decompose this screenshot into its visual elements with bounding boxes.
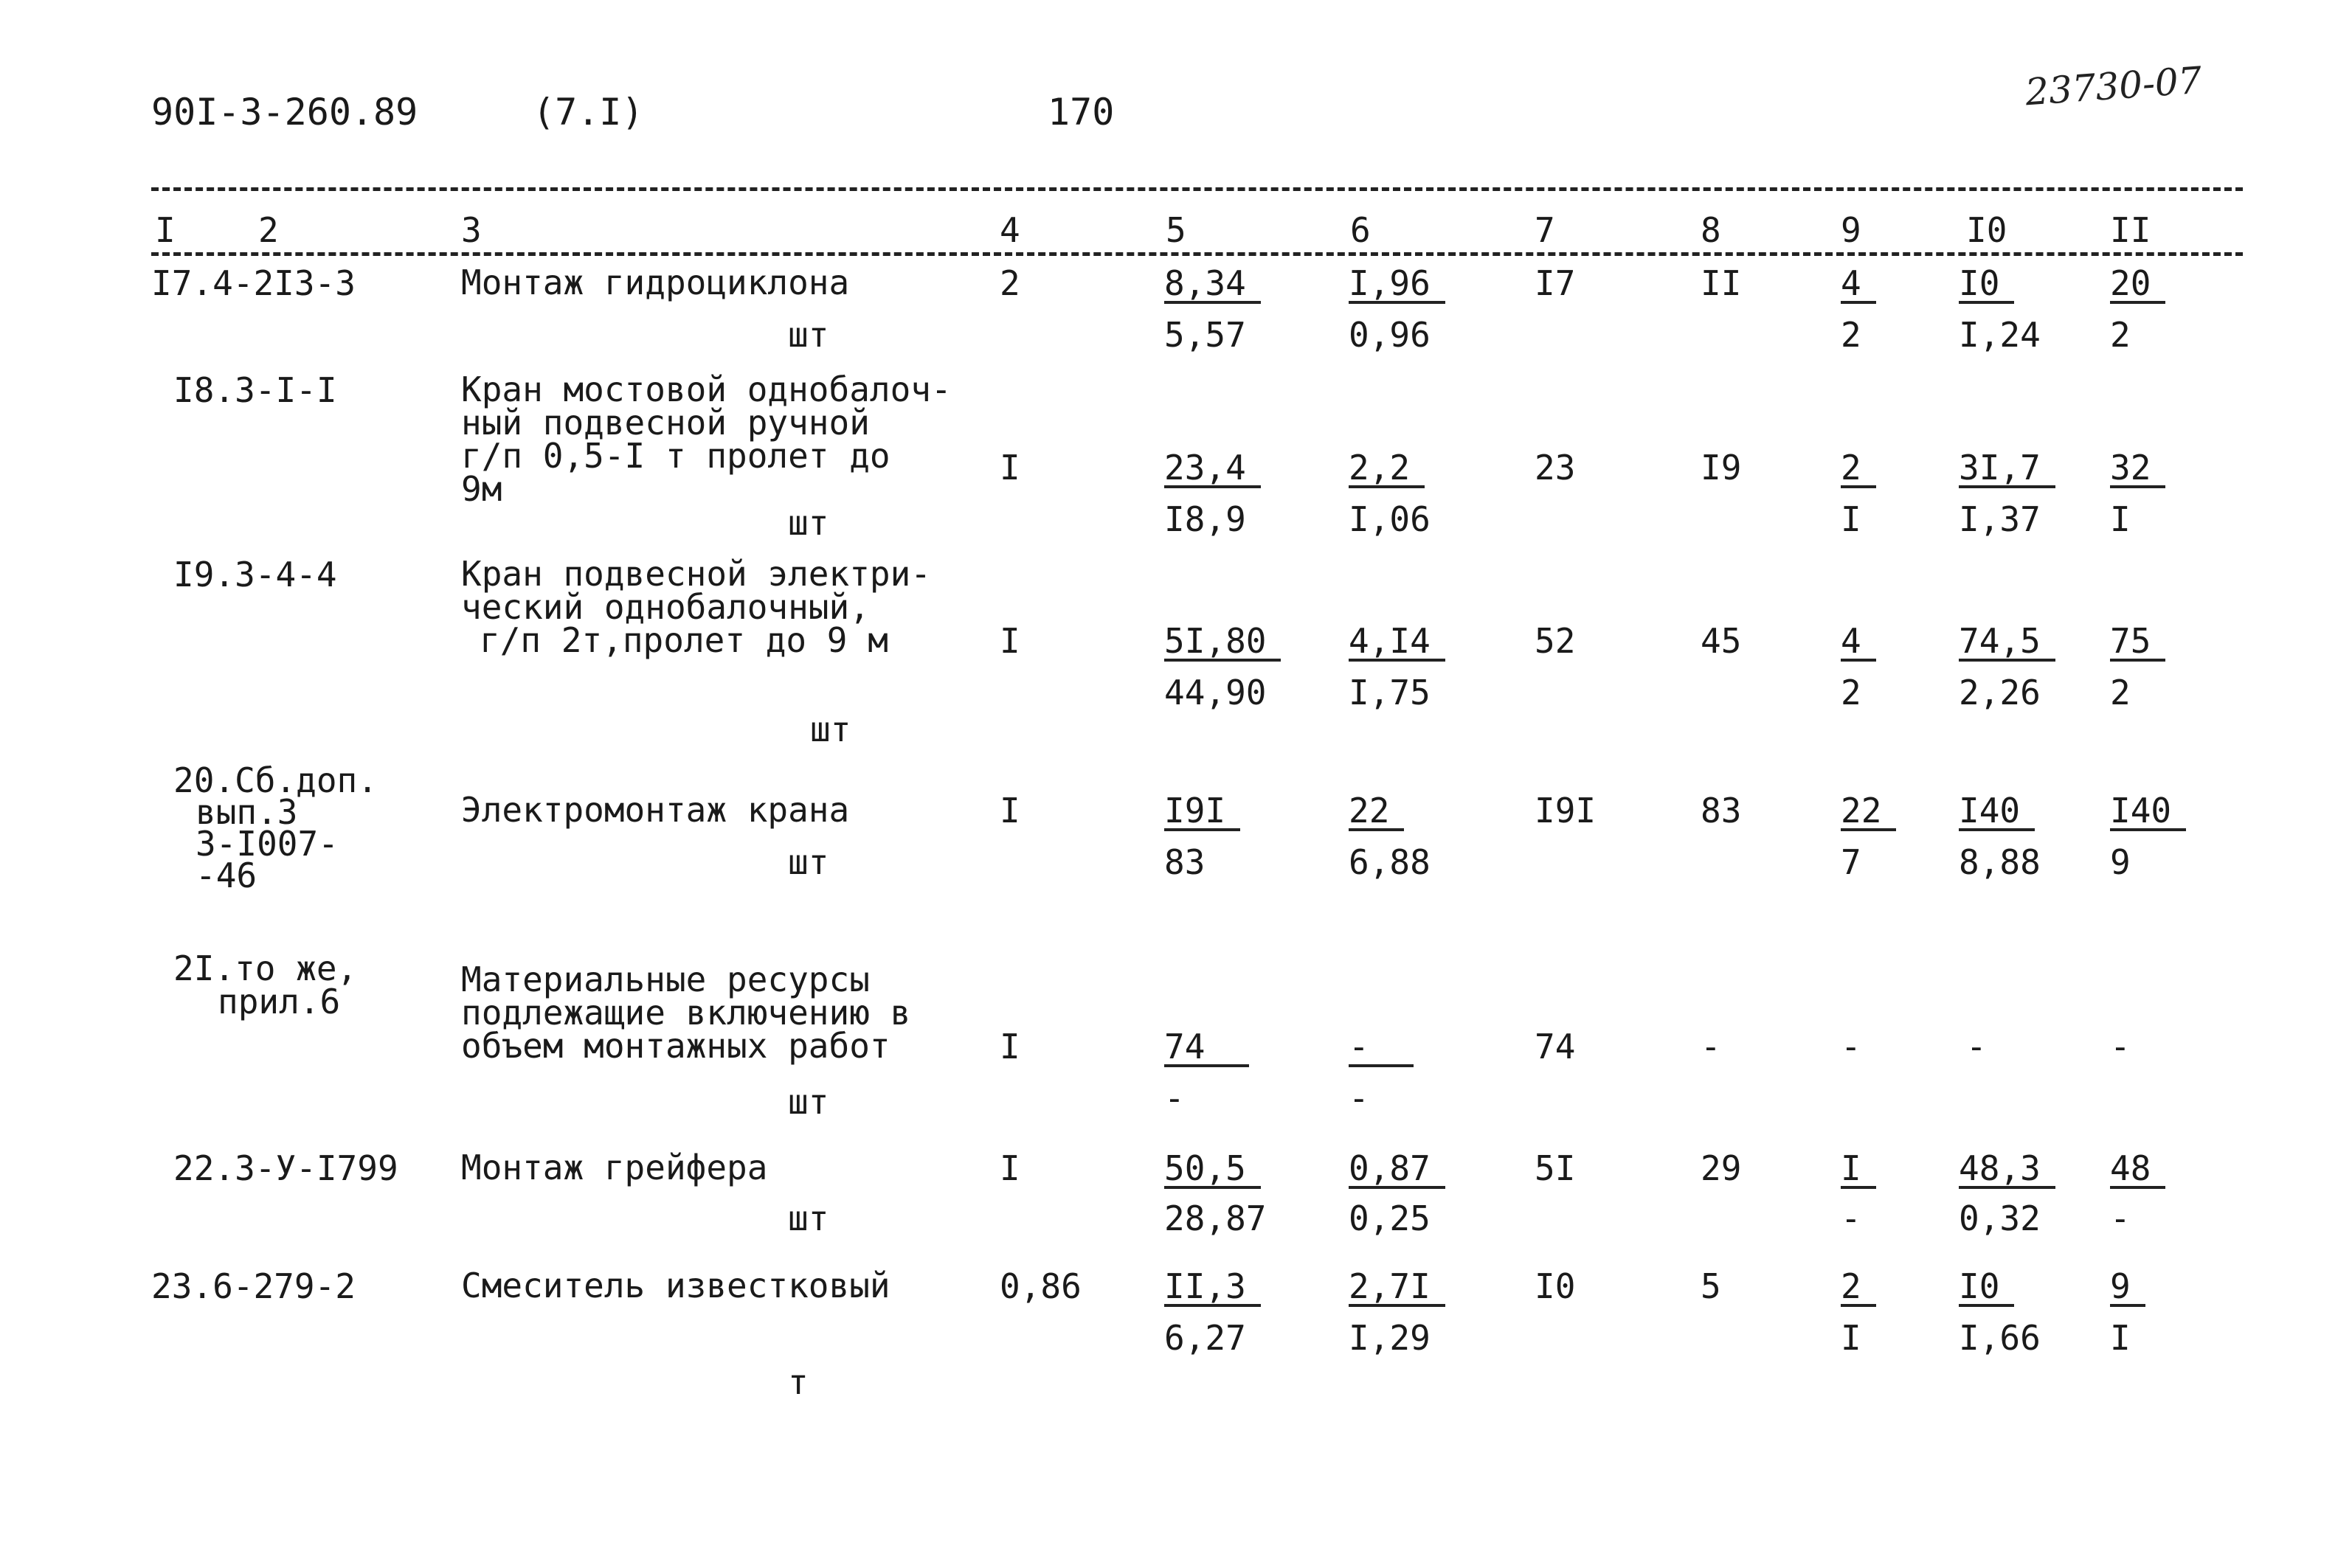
column-number: 9 [1841,210,1861,250]
header-top-rule [151,187,2243,191]
row-id: 20.Сб.доп. [173,760,378,800]
row-name: подлежащие включению в [461,993,911,1033]
col6-upper: - [1349,1029,1414,1067]
header-bottom-rule [151,252,2243,256]
col5-upper: 23,4 [1164,450,1261,488]
column-number: 6 [1350,210,1371,250]
col9-lower: 2 [1841,673,1861,712]
col11-upper: 75 [2110,623,2165,662]
column-number: 7 [1535,210,1555,250]
col11-upper: 20 [2110,266,2165,304]
col6-lower: - [1349,1078,1369,1118]
col10-value: - [1966,1027,1987,1066]
col11-value: - [2110,1027,2131,1066]
row-unit: т [788,1362,809,1402]
col7-value: 52 [1535,621,1576,661]
col7-value: 5I [1535,1148,1576,1188]
row-quantity: I [1000,621,1020,661]
col6-upper: 2,7I [1349,1269,1445,1307]
row-id: I7.4-2I3-3 [151,263,356,303]
row-quantity: 2 [1000,263,1020,303]
col11-lower: - [2110,1198,2131,1238]
col5-upper: II,3 [1164,1269,1261,1307]
column-number: II [2110,210,2151,250]
col10-lower: 8,88 [1959,842,2041,882]
col10-upper: 3I,7 [1959,450,2055,488]
col6-upper: 22 [1349,793,1404,831]
col5-lower: 5,57 [1164,315,1246,355]
col11-lower: 2 [2110,673,2131,712]
row-name: Смеситель известковый [461,1266,890,1305]
col6-upper: 2,2 [1349,450,1425,488]
row-unit: шт [788,1198,829,1238]
col7-value: 74 [1535,1027,1576,1066]
col7-value: I0 [1535,1266,1576,1306]
row-id: прил.6 [218,982,341,1021]
col9-upper: 2 [1841,1269,1876,1307]
row-name: Кран подвесной электри- [461,554,931,594]
row-name: объем монтажных работ [461,1026,890,1066]
column-number: 8 [1701,210,1721,250]
row-quantity: I [1000,1027,1020,1066]
row-id: I8.3-I-I [173,370,337,410]
col11-lower: I [2110,1318,2131,1358]
col7-value: I9I [1535,791,1597,830]
col5-lower: 6,27 [1164,1318,1246,1358]
column-number: 2 [258,210,279,250]
col5-lower: 28,87 [1164,1198,1267,1238]
col11-upper: 9 [2110,1269,2145,1307]
col10-upper: I0 [1959,1269,2014,1307]
col5-lower: - [1164,1078,1185,1118]
col7-value: 23 [1535,448,1576,488]
row-id: -46 [196,856,257,895]
col9-upper: 4 [1841,623,1876,662]
row-name: ческий однобалочный, [461,587,870,627]
column-number: I0 [1966,210,2007,250]
col9-lower: I [1841,1318,1861,1358]
col11-lower: 9 [2110,842,2131,882]
col6-upper: I,96 [1349,266,1445,304]
row-quantity: I [1000,1148,1020,1188]
col5-lower: 44,90 [1164,673,1267,712]
row-id: 2I.то же, [173,948,358,988]
row-quantity: I [1000,791,1020,830]
row-unit: шт [788,503,829,543]
section-number: (7.I) [533,91,644,133]
col11-lower: 2 [2110,315,2131,355]
col8-value: 83 [1701,791,1742,830]
col11-upper: I40 [2110,793,2186,831]
col8-value: - [1701,1027,1721,1066]
column-number: 3 [461,210,482,250]
col9-upper: 4 [1841,266,1876,304]
col9-lower: I [1841,499,1861,539]
row-name: Материальные ресурсы [461,960,870,999]
col5-upper: I9I [1164,793,1240,831]
col11-upper: 32 [2110,450,2165,488]
col9-upper: 2 [1841,450,1876,488]
col6-lower: I,29 [1349,1318,1431,1358]
page-number: 170 [1048,91,1115,133]
col5-upper: 74 [1164,1029,1249,1067]
col9-value: - [1841,1027,1861,1066]
row-quantity: I [1000,448,1020,488]
col6-lower: 0,96 [1349,315,1431,355]
col9-upper: 22 [1841,793,1896,831]
col8-value: I9 [1701,448,1742,488]
col9-lower: 2 [1841,315,1861,355]
col6-upper: 4,I4 [1349,623,1445,662]
row-name: г/п 2т,пролет до 9 м [480,620,888,660]
col10-upper: I0 [1959,266,2014,304]
col6-lower: 0,25 [1349,1198,1431,1238]
row-name: Электромонтаж крана [461,790,850,830]
col10-lower: I,24 [1959,315,2041,355]
row-name: 9м [461,469,502,509]
col8-value: 45 [1701,621,1742,661]
archive-number-stamp: 23730-07 [2024,58,2204,114]
col10-lower: I,66 [1959,1318,2041,1358]
col7-value: I7 [1535,263,1576,303]
row-id: 22.3-У-I799 [173,1148,398,1188]
col11-upper: 48 [2110,1151,2165,1189]
col8-value: 29 [1701,1148,1742,1188]
col8-value: II [1701,263,1742,303]
row-name: Монтаж грейфера [461,1148,768,1187]
row-name: Монтаж гидроциклона [461,263,850,302]
col5-upper: 5I,80 [1164,623,1281,662]
column-number: 5 [1166,210,1186,250]
col10-upper: 74,5 [1959,623,2055,662]
col10-upper: I40 [1959,793,2035,831]
row-unit: шт [788,1082,829,1122]
row-name: г/п 0,5-I т пролет до [461,436,890,476]
col5-lower: 83 [1164,842,1206,882]
row-name: Кран мостовой однобалоч- [461,370,952,409]
col10-lower: 0,32 [1959,1198,2041,1238]
col5-upper: 50,5 [1164,1151,1261,1189]
col9-lower: - [1841,1198,1861,1238]
col6-upper: 0,87 [1349,1151,1445,1189]
col5-lower: I8,9 [1164,499,1246,539]
row-quantity: 0,86 [1000,1266,1082,1306]
row-unit: шт [810,710,851,749]
column-number: I [155,210,176,250]
column-number: 4 [1000,210,1020,250]
row-id: I9.3-4-4 [173,555,337,594]
row-id: 23.6-279-2 [151,1266,356,1306]
col6-lower: I,06 [1349,499,1431,539]
col6-lower: I,75 [1349,673,1431,712]
col9-lower: 7 [1841,842,1861,882]
col10-lower: I,37 [1959,499,2041,539]
row-id: 3-I007- [196,824,339,864]
col6-lower: 6,88 [1349,842,1431,882]
col8-value: 5 [1701,1266,1721,1306]
row-name: ный подвесной ручной [461,403,870,443]
row-unit: шт [788,315,829,355]
col11-lower: I [2110,499,2131,539]
col10-upper: 48,3 [1959,1151,2055,1189]
col10-lower: 2,26 [1959,673,2041,712]
col9-upper: I [1841,1151,1876,1189]
row-unit: шт [788,842,829,882]
document-code: 90I-3-260.89 [151,91,418,133]
row-id: вып.3 [196,792,298,832]
col5-upper: 8,34 [1164,266,1261,304]
